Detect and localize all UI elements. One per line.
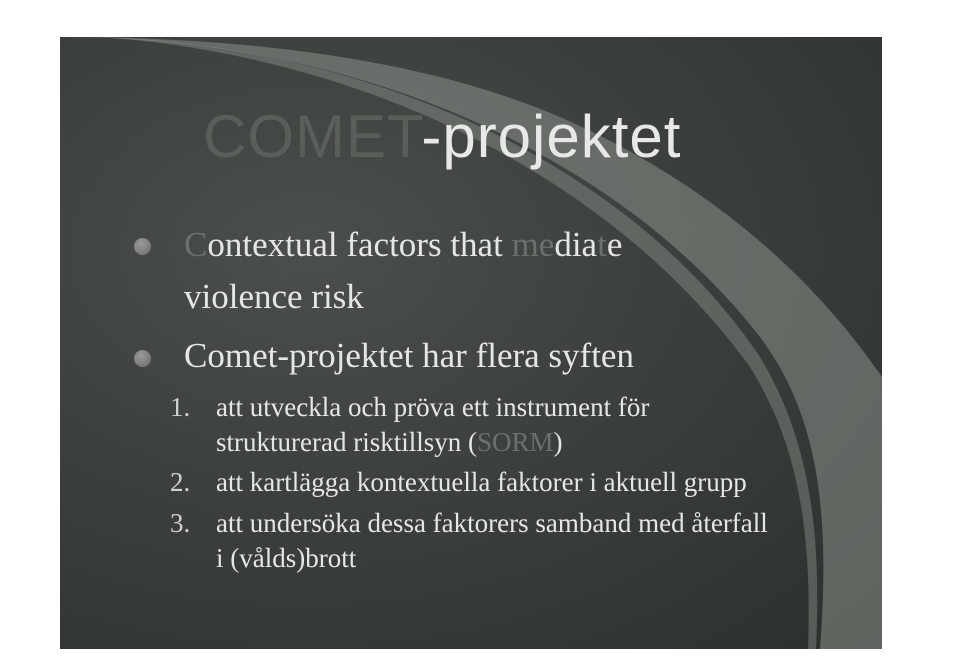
bullet-2-text: Comet-projektet har flera syften [184, 336, 634, 375]
bullet-1-line-2: violence risk [184, 277, 364, 316]
title-faded-part: COMET [203, 103, 422, 170]
bullet-1-line-1: Contextual factors that mediate [184, 225, 623, 264]
title-bright-part: -projektet [421, 103, 682, 170]
item-1-number: 1. [170, 392, 191, 422]
item-2-line-1: att kartlägga kontextuella faktorer i aktuell grupp [216, 467, 747, 497]
item-3-line-2: i (vålds)brott [216, 543, 357, 573]
item-1-line-2: strukturerad risktillsyn (SORM) [216, 427, 563, 457]
item-3-line-1: att undersöka dessa faktorers samband med återfall [216, 508, 768, 538]
slide [60, 37, 882, 649]
item-1-line-1: att utveckla och pröva ett instrument för [216, 392, 650, 422]
bullet-dot-icon [134, 238, 151, 255]
item-3-number: 3. [170, 508, 191, 538]
bullet-dot-icon [134, 350, 151, 367]
slide-title [203, 103, 682, 170]
item-2-number: 2. [170, 467, 191, 497]
